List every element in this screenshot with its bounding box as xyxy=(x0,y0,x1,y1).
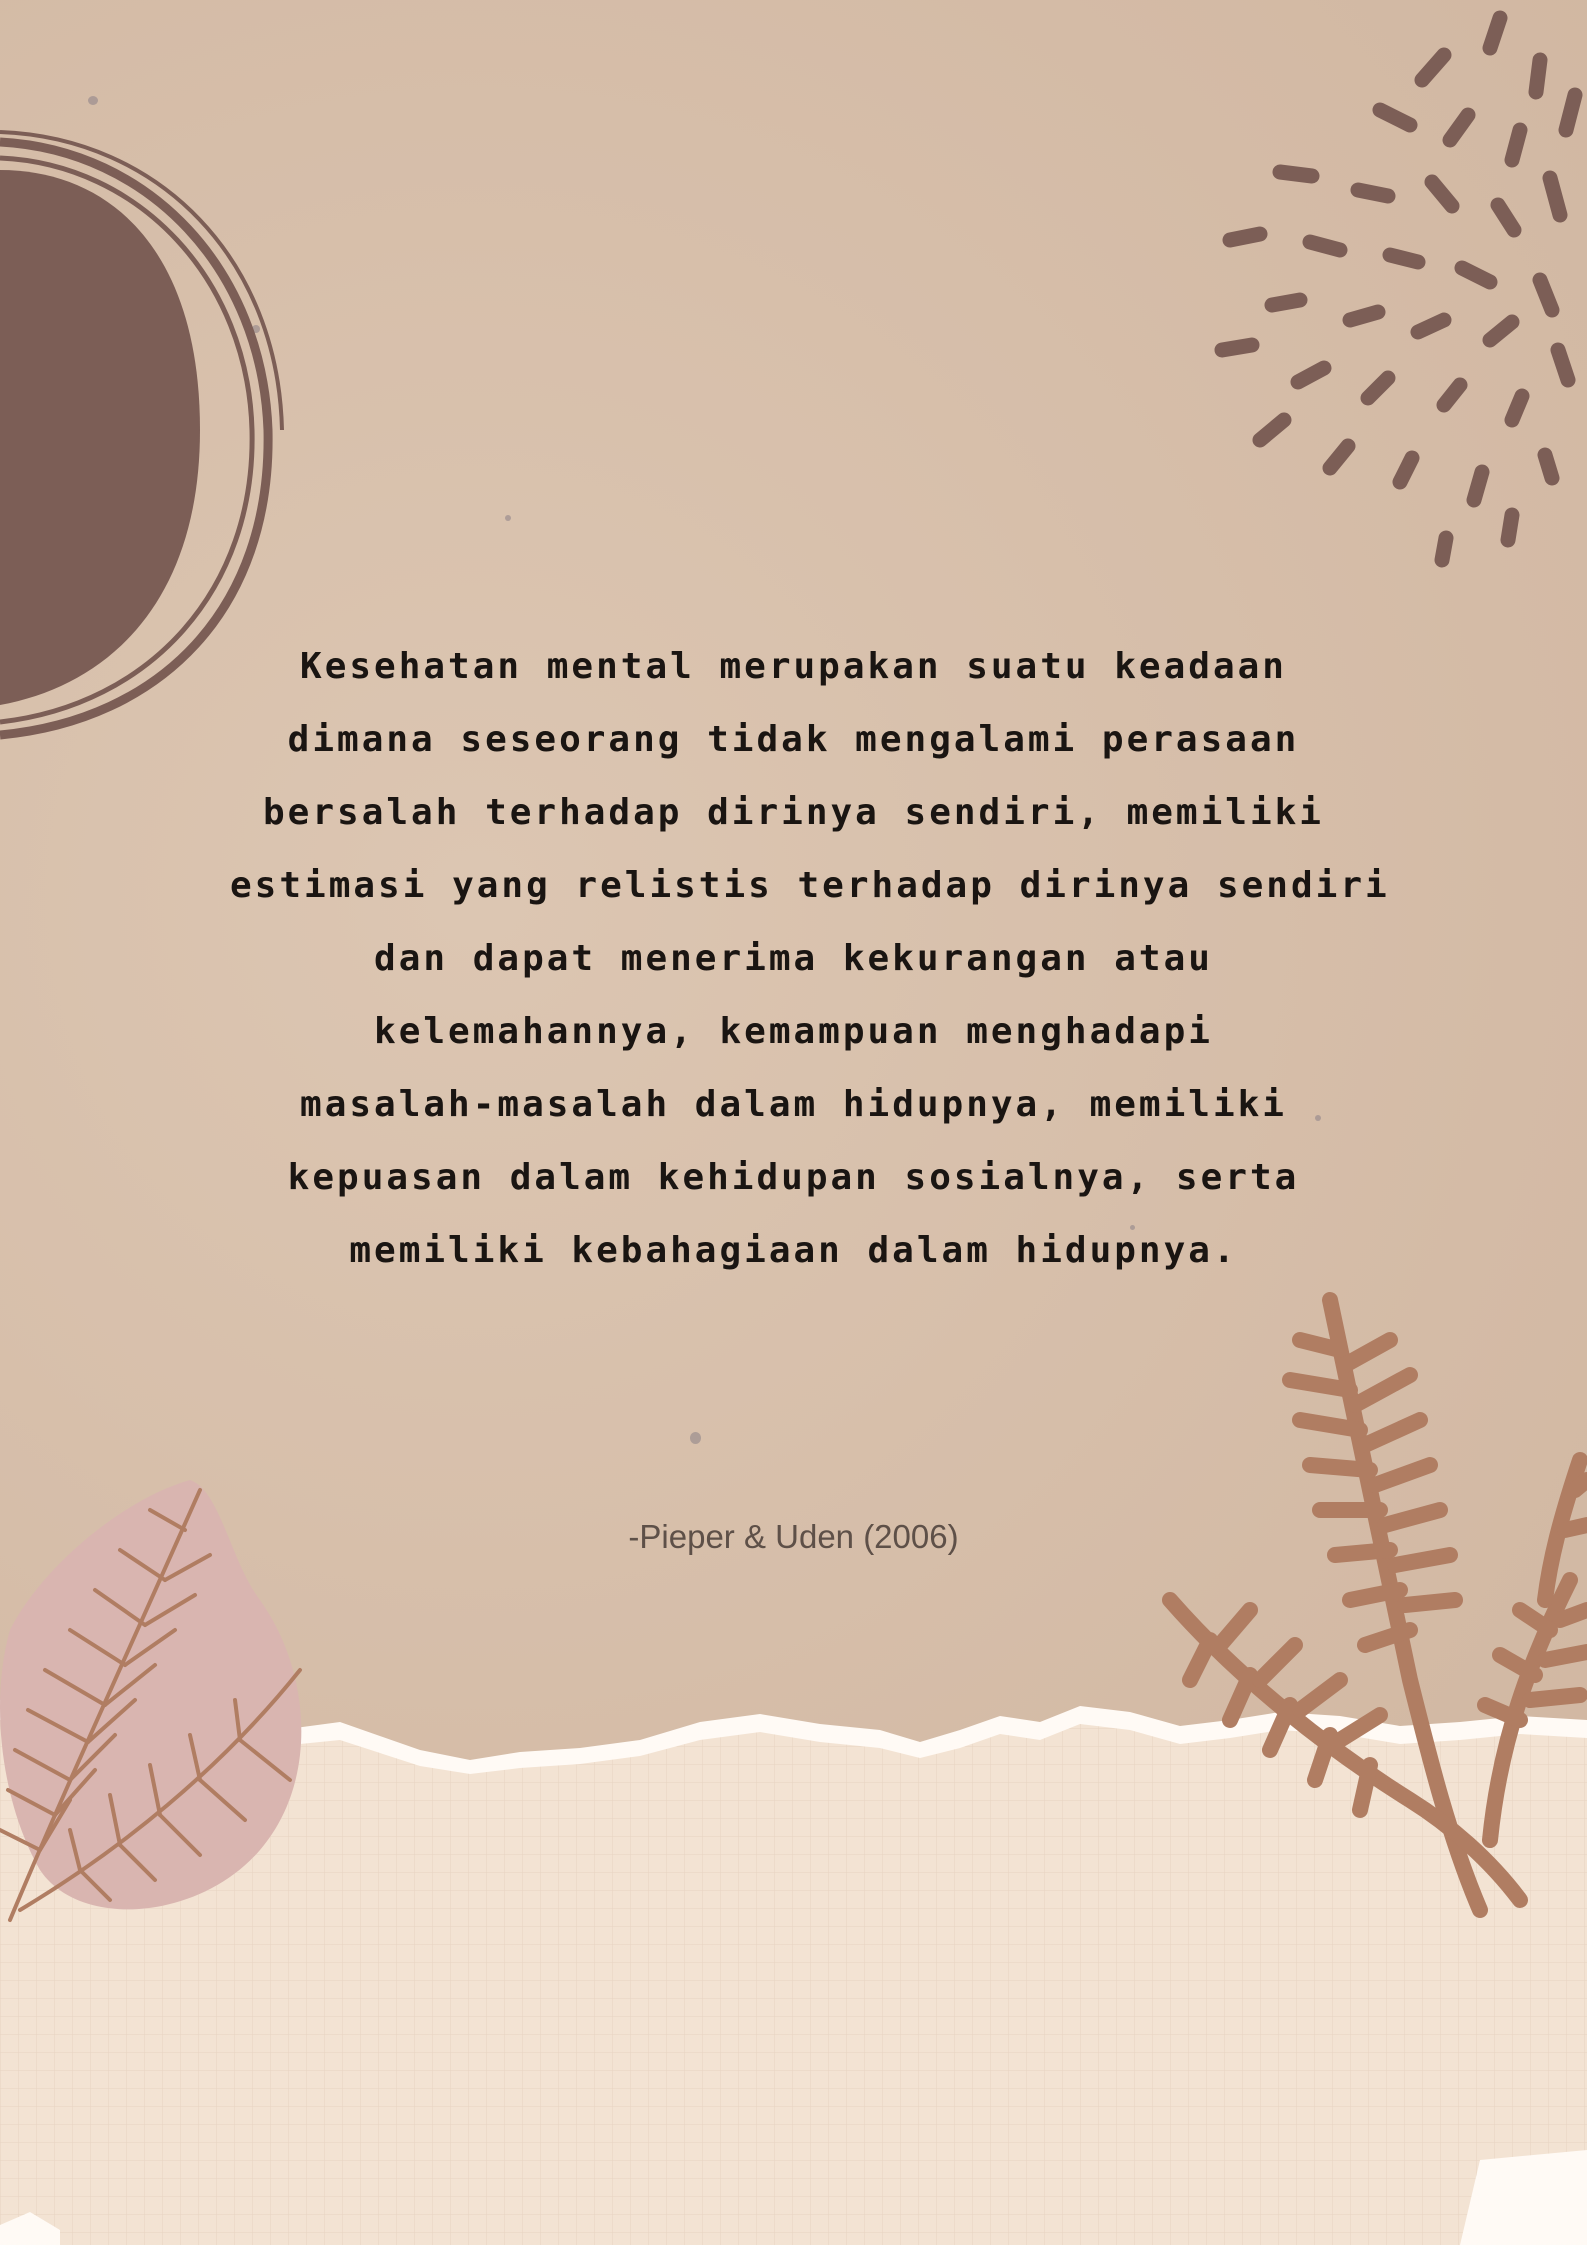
quote-line: dan dapat menerima kekurangan atau xyxy=(374,938,1213,979)
quote-line: bersalah terhadap dirinya sendiri, memiliki xyxy=(263,792,1324,833)
quote-line: dimana seseorang tidak mengalami perasaan xyxy=(287,719,1300,760)
quote-line: memiliki kebahagiaan dalam hidupnya. xyxy=(349,1230,1238,1271)
leaves-decoration-right xyxy=(1150,1280,1587,1920)
quote-text xyxy=(230,630,1390,1287)
quote-line: kepuasan dalam kehidupan sosialnya, serta xyxy=(287,1157,1300,1198)
quote-line: masalah-masalah dalam hidupnya, memiliki xyxy=(300,1084,1287,1125)
quote-line: Kesehatan mental merupakan suatu keadaan xyxy=(300,646,1287,687)
quote-line: estimasi yang relistis terhadap dirinya sendiri xyxy=(230,865,1390,906)
quote-line: kelemahannya, kemampuan menghadapi xyxy=(374,1011,1213,1052)
quote-source: -Pieper & Uden (2006) xyxy=(628,1518,959,1555)
